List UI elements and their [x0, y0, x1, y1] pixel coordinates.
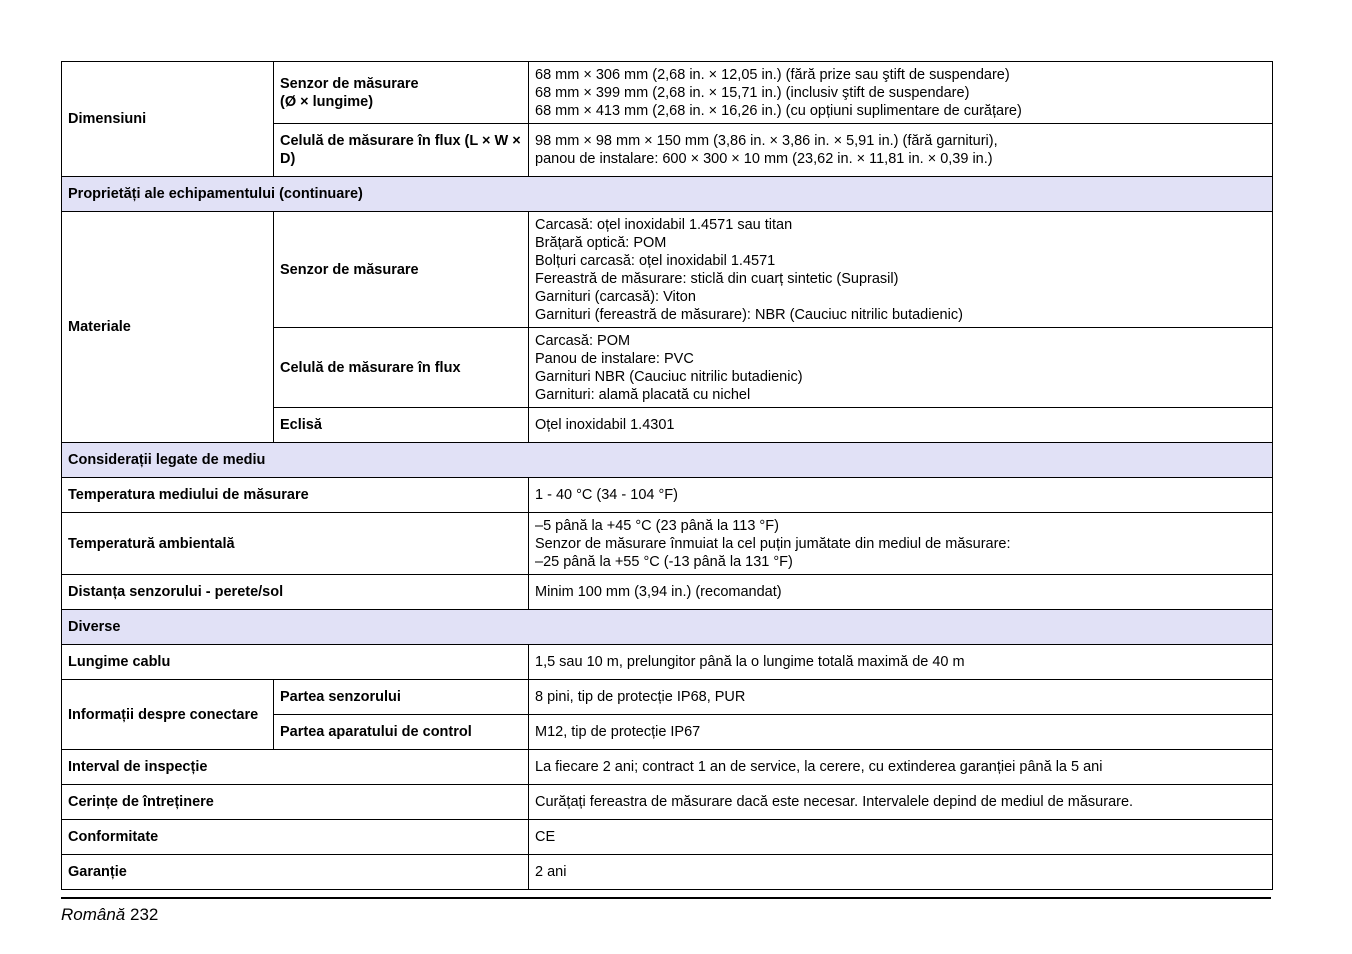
medium-temp-label: Temperatura mediului de măsurare — [62, 478, 529, 513]
cable-length-value: 1,5 sau 10 m, prelungitor până la o lungime totală maximă de 40 m — [529, 645, 1273, 680]
materials-sensor-values: Carcasă: oțel inoxidabil 1.4571 sau titan Brățară optică: POM Bolțuri carcasă: oțel inoxidabil 1.4571 Fereastră de măsurare: sticlă din cuarț sintetic (Suprasil) Garnituri (carcasă): Viton Garnituri (fereastră de măsurare): NBR (Cauciuc nitrilic butadienic) — [529, 212, 1273, 328]
footer-divider — [61, 897, 1271, 899]
section-environment-title: Considerații legate de mediu — [62, 443, 1273, 478]
inspection-label: Interval de inspecție — [62, 750, 529, 785]
table-row — [62, 212, 1273, 328]
section-header-row — [62, 610, 1273, 645]
warranty-label: Garanție — [62, 855, 529, 890]
specifications-table — [61, 61, 1273, 890]
table-row — [62, 680, 1273, 715]
sensor-distance-label: Distanța senzorului - perete/sol — [62, 575, 529, 610]
dimensions-flow-values: 98 mm × 98 mm × 150 mm (3,86 in. × 3,86 in. × 5,91 in.) (fără garnituri), panou de instalare: 600 × 300 × 10 mm (23,62 in. × 11,81 in. × 0,39 in.) — [529, 124, 1273, 177]
connection-label: Informații despre conectare — [62, 680, 274, 750]
dimensions-sensor-values: 68 mm × 306 mm (2,68 in. × 12,05 in.) (fără prize sau ştift de suspendare) 68 mm × 399 mm (2,68 in. × 15,71 in.) (inclusiv ştift de suspendare) 68 mm × 413 mm (2,68 in. × 16,26 in.) (cu opțiuni suplimentare de curățare) — [529, 62, 1273, 124]
connection-sensor-side-label: Partea senzorului — [274, 680, 529, 715]
table-row — [62, 820, 1273, 855]
maintenance-value: Curățați fereastra de măsurare dacă este necesar. Intervalele depind de mediul de măsurare. — [529, 785, 1273, 820]
table-row — [62, 478, 1273, 513]
warranty-value: 2 ani — [529, 855, 1273, 890]
table-row — [62, 750, 1273, 785]
materials-splint-value: Oțel inoxidabil 1.4301 — [529, 408, 1273, 443]
conformity-value: CE — [529, 820, 1273, 855]
connection-controller-side-label: Partea aparatului de control — [274, 715, 529, 750]
materials-splint-label: Eclisă — [274, 408, 529, 443]
medium-temp-value: 1 - 40 °C (34 - 104 °F) — [529, 478, 1273, 513]
connection-sensor-side-value: 8 pini, tip de protecție IP68, PUR — [529, 680, 1273, 715]
footer-page-number: 232 — [130, 905, 159, 924]
section-equipment-title: Proprietăți ale echipamentului (continuare) — [62, 177, 1273, 212]
materials-label: Materiale — [62, 212, 274, 443]
footer-language: Română — [61, 905, 126, 924]
table-row — [62, 513, 1273, 575]
section-misc-title: Diverse — [62, 610, 1273, 645]
connection-controller-side-value: M12, tip de protecție IP67 — [529, 715, 1273, 750]
section-header-row — [62, 177, 1273, 212]
table-row — [62, 645, 1273, 680]
dimensions-sensor-label: Senzor de măsurare (Ø × lungime) — [274, 62, 529, 124]
table-row — [62, 855, 1273, 890]
table-row — [62, 62, 1273, 124]
materials-flow-values: Carcasă: POM Panou de instalare: PVC Garnituri NBR (Cauciuc nitrilic butadienic) Garnituri: alamă placată cu nichel — [529, 328, 1273, 408]
materials-flow-label: Celulă de măsurare în flux — [274, 328, 529, 408]
dimensions-label: Dimensiuni — [62, 62, 274, 177]
dimensions-flow-label: Celulă de măsurare în flux (L × W × D) — [274, 124, 529, 177]
conformity-label: Conformitate — [62, 820, 529, 855]
materials-sensor-label: Senzor de măsurare — [274, 212, 529, 328]
ambient-temp-values: –5 până la +45 °C (23 până la 113 °F) Senzor de măsurare înmuiat la cel puțin jumătate din mediul de măsurare: –25 până la +55 °C (-13 până la 131 °F) — [529, 513, 1273, 575]
inspection-value: La fiecare 2 ani; contract 1 an de service, la cerere, cu extinderea garanției până la 5 ani — [529, 750, 1273, 785]
table-row — [62, 575, 1273, 610]
sensor-distance-value: Minim 100 mm (3,94 in.) (recomandat) — [529, 575, 1273, 610]
section-header-row — [62, 443, 1273, 478]
maintenance-label: Cerințe de întreținere — [62, 785, 529, 820]
ambient-temp-label: Temperatură ambientală — [62, 513, 529, 575]
table-row — [62, 785, 1273, 820]
cable-length-label: Lungime cablu — [62, 645, 529, 680]
page-footer — [61, 905, 158, 925]
